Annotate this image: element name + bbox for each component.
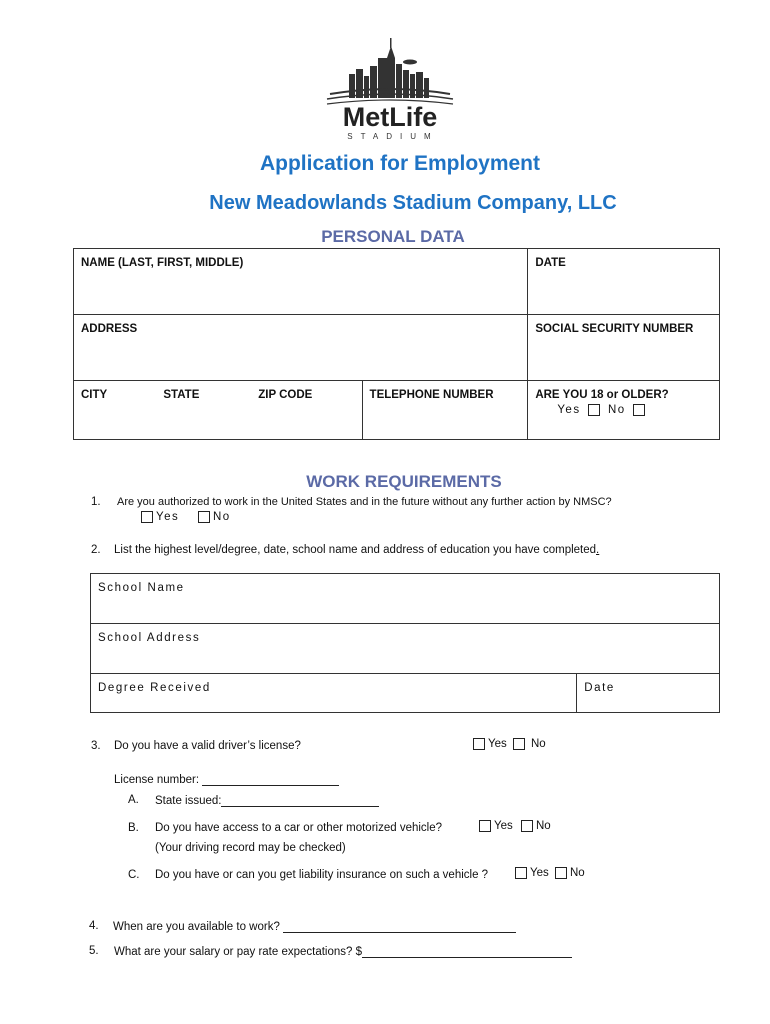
c-text: Do you have or can you get liability insurance on such a vehicle ? xyxy=(155,869,489,881)
b-number: B. xyxy=(128,822,139,834)
date-label: DATE xyxy=(535,257,566,269)
c-options xyxy=(512,867,585,879)
ssn-label: SOCIAL SECURITY NUMBER xyxy=(535,323,694,335)
education-table xyxy=(90,573,720,713)
date-field[interactable] xyxy=(528,249,720,315)
q3-yes-checkbox[interactable] xyxy=(473,738,485,750)
q1-yes-label: Yes xyxy=(156,511,180,524)
address-label: ADDRESS xyxy=(81,323,138,335)
q2-tail: . xyxy=(596,544,600,556)
c-yes-label: Yes xyxy=(530,867,549,880)
company-name: New Meadowlands Stadium Company, LLC xyxy=(209,192,617,214)
state-field[interactable] xyxy=(156,381,251,440)
skyline-icon xyxy=(325,36,455,106)
age-yes-label: Yes xyxy=(557,404,581,417)
q1-no-label: No xyxy=(212,511,231,524)
q1-options xyxy=(138,511,231,523)
q4-row xyxy=(113,920,516,933)
name-label: NAME (LAST, FIRST, MIDDLE) xyxy=(81,257,244,269)
b-options xyxy=(476,820,551,832)
page-title: Application for Employment xyxy=(259,152,540,175)
b-yes-label: Yes xyxy=(494,820,513,833)
state-issued-input[interactable] xyxy=(221,794,379,807)
personal-data-heading: PERSONAL DATA xyxy=(321,227,465,246)
age-no-label: No xyxy=(607,404,626,417)
ssn-field[interactable] xyxy=(528,315,720,381)
degree-label: Degree Received xyxy=(98,682,211,694)
metlife-stadium-logo xyxy=(325,36,455,146)
license-label: License number: xyxy=(114,774,200,786)
c-no-label: No xyxy=(569,867,585,880)
zip-label: ZIP CODE xyxy=(258,389,313,401)
city-label: CITY xyxy=(81,389,108,401)
q1-text: Are you authorized to work in the United States and in the future without any further action by NMSC? xyxy=(117,496,612,508)
q1-yes-checkbox[interactable] xyxy=(141,511,153,523)
q3-no-checkbox[interactable] xyxy=(513,738,525,750)
phone-field[interactable] xyxy=(362,381,528,440)
state-label: STATE xyxy=(163,389,200,401)
q2-text-body: List the highest level/degree, date, school name and address of education you have completed xyxy=(114,544,597,556)
b-no-checkbox[interactable] xyxy=(521,820,533,832)
b-yes-checkbox[interactable] xyxy=(479,820,491,832)
edu-date-field[interactable] xyxy=(577,674,720,713)
license-number-input[interactable] xyxy=(202,773,339,786)
logo-brand: MetLife xyxy=(342,102,438,132)
city-field[interactable] xyxy=(74,381,157,440)
logo-sub: STADIUM xyxy=(347,132,439,141)
personal-data-table xyxy=(73,248,720,440)
c-no-checkbox[interactable] xyxy=(555,867,567,879)
a-number: A. xyxy=(128,794,139,806)
q5-number: 5. xyxy=(89,945,99,957)
q5-row xyxy=(114,945,572,958)
b-text: Do you have access to a car or other motorized vehicle? xyxy=(155,822,443,834)
q1-number: 1. xyxy=(91,496,101,508)
q3-number: 3. xyxy=(91,740,101,752)
edu-date-label: Date xyxy=(584,682,615,694)
c-number: C. xyxy=(128,869,140,881)
c-yes-checkbox[interactable] xyxy=(515,867,527,879)
license-row xyxy=(114,773,339,786)
school-address-field[interactable] xyxy=(91,624,720,674)
work-requirements-heading: WORK REQUIREMENTS xyxy=(306,472,502,491)
salary-input[interactable] xyxy=(362,945,572,958)
school-name-field[interactable] xyxy=(91,574,720,624)
q3-text: Do you have a valid driver’s license? xyxy=(114,740,301,752)
school-address-label: School Address xyxy=(98,632,201,644)
q3-no-label: No xyxy=(530,738,546,751)
age-field xyxy=(528,381,720,440)
age-yes-checkbox[interactable] xyxy=(588,404,600,416)
name-field[interactable] xyxy=(74,249,528,315)
q2-text xyxy=(114,544,599,556)
age-no-checkbox[interactable] xyxy=(633,404,645,416)
state-issued-label: State issued: xyxy=(155,795,222,807)
q1-no-checkbox[interactable] xyxy=(198,511,210,523)
q5-text: What are your salary or pay rate expectations? $ xyxy=(114,946,363,958)
school-name-label: School Name xyxy=(98,582,185,594)
availability-input[interactable] xyxy=(283,920,516,933)
q4-text: When are you available to work? xyxy=(113,921,280,933)
age-label: ARE YOU 18 or OLDER? xyxy=(535,389,669,401)
q3-yes-label: Yes xyxy=(488,738,507,751)
q4-number: 4. xyxy=(89,920,99,932)
b-note: (Your driving record may be checked) xyxy=(155,842,346,854)
b-no-label: No xyxy=(535,820,551,833)
zip-field[interactable] xyxy=(251,381,362,440)
q3-options xyxy=(470,738,546,750)
phone-label: TELEPHONE NUMBER xyxy=(369,389,494,401)
degree-field[interactable] xyxy=(91,674,577,713)
q2-number: 2. xyxy=(91,544,101,556)
state-issued-row xyxy=(155,794,379,807)
address-field[interactable] xyxy=(74,315,528,381)
